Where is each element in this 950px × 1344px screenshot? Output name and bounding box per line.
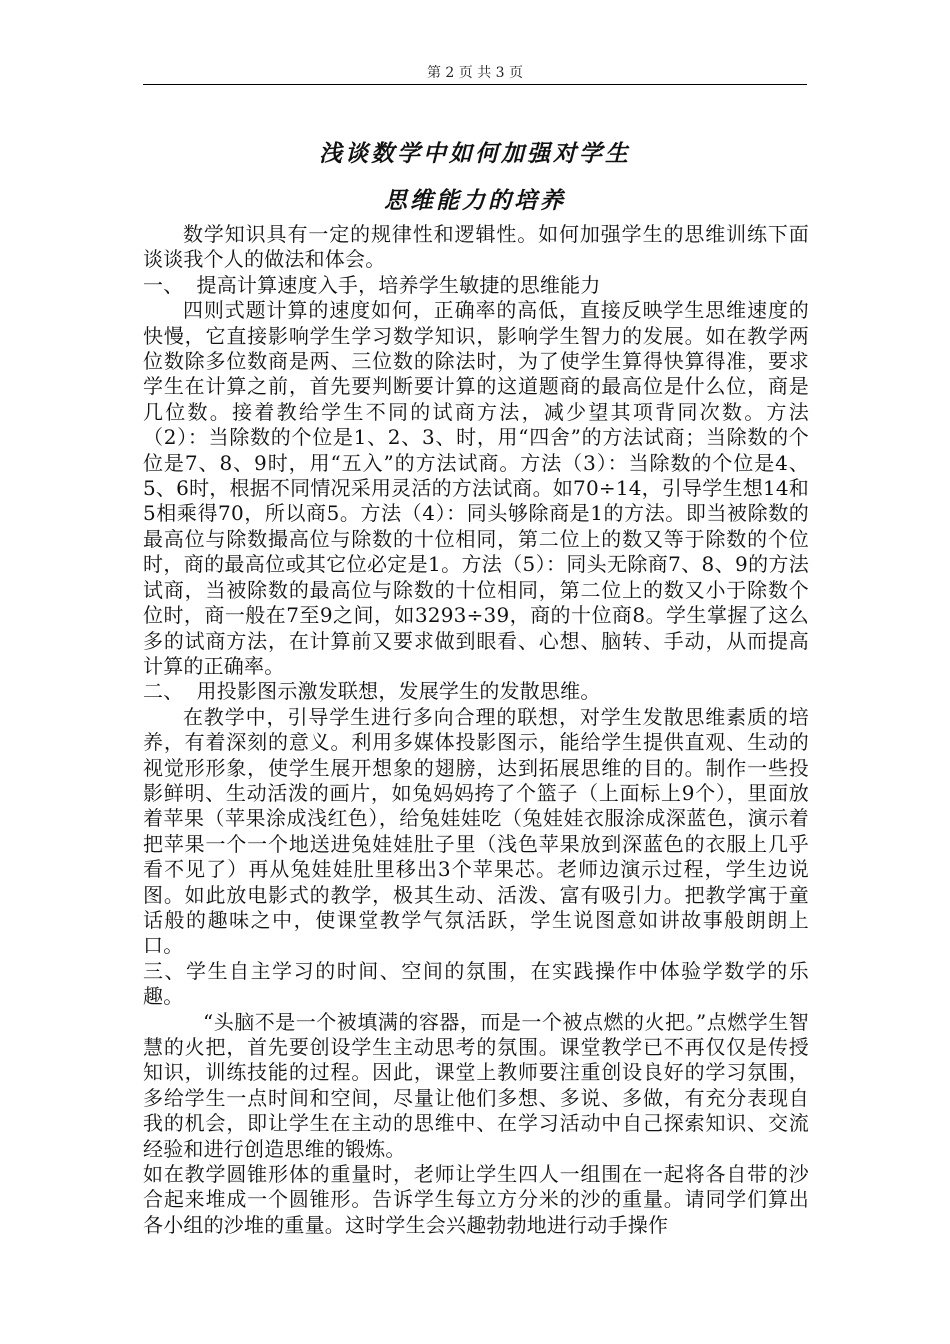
section-3-paragraph: “头脑不是一个被填满的容器，而是一个被点燃的火把。”点燃学生智慧的火把，首先要创设学生主动思考的氛围。课堂教学已不再仅仅是传授知识，训练技能的过程。因此，课堂上教师要注重创设良好的学习氛围，多给学生一点时间和空间，尽量让他们多想、多说、多做，有充分表现自我的机会，即让学生在主动的思维中、在学习活动中自己探索知识、交流经验和进行创造思维的锻炼。 — [143, 1009, 809, 1161]
section-heading-3: 三、学生自主学习的时间、空间的氛围，在实践操作中体验学数学的乐趣。 — [143, 958, 809, 1009]
page-header: 第 2 页 共 3 页 — [426, 65, 524, 81]
intro-paragraph: 数学知识具有一定的规律性和逻辑性。如何加强学生的思维训练下面谈谈我个人的做法和体会。 — [143, 222, 809, 272]
section-heading-1: 一、 提高计算速度入手，培养学生敏捷的思维能力 — [143, 272, 601, 297]
section-3-example-paragraph: 如在教学圆锥形体的重量时，老师让学生四人一组围在一起将各自带的沙合起来堆成一个圆锥形。告诉学生每立方分米的沙的重量。请同学们算出各小组的沙堆的重量。这时学生会兴趣勃勃地进行动手操作 — [143, 1162, 809, 1237]
header-rule — [143, 84, 807, 85]
section-2-paragraph: 在教学中，引导学生进行多向合理的联想，对学生发散思维素质的培养，有着深刻的意义。利用多媒体投影图示，能给学生提供直观、生动的视觉形形象，使学生展开想象的翅膀，达到拓展思维的目的。制作一些投影鲜明、生动活泼的画片，如兔妈妈挎了个篮子（上面标上9个），里面放着苹果（苹果涂成浅红色），给兔娃娃吃（兔娃娃衣服涂成深蓝色，演示着把苹果一个一个地送进兔娃娃肚子里（浅色苹果放到深蓝色的衣服上几乎看不见了）再从兔娃娃肚里移出3个苹果芯。老师边演示过程，学生边说图。如此放电影式的教学，极其生动、活泼、富有吸引力。把教学寓于童话般的趣味之中，使课堂教学气氛活跃，学生说图意如讲故事般朗朗上口。 — [143, 704, 809, 958]
document-title-line-2: 思维能力的培养 — [384, 187, 566, 214]
section-heading-2: 二、 用投影图示激发联想，发展学生的发散思维。 — [143, 679, 601, 704]
document-title-line-1: 浅谈数学中如何加强对学生 — [319, 140, 631, 167]
document-body — [143, 222, 809, 1238]
section-1-paragraph: 四则式题计算的速度如何，正确率的高低，直接反映学生思维速度的快慢，它直接影响学生学习数学知识，影响学生智力的发展。如在教学两位数除多位数商是两、三位数的除法时，为了使学生算得快算得准，要求学生在计算之前，首先要判断要计算的这道题商的最高位是什么位，商是几位数。接着教给学生不同的试商方法，减少望其项背同次数。方法（2）：当除数的个位是1、2、3、时，用“四舍”的方法试商；当除数的个位是7、8、9时，用“五入”的方法试商。方法（3）：当除数的个位是4、5、6时，根据不同情况采用灵活的方法试商。如70÷14，引导学生想14和5相乘得70，所以商5。方法（4）：同头够除商是1的方法。即当被除数的最高位与除数撮高位与除数的十位相同，第二位上的数又等于除数的个位时，商的最高位或其它位必定是1。方法（5）：同头无除商7、8、9的方法试商，当被除数的最高位与除数的十位相同，第二位上的数又小于除数个位时，商一般在7至9之间，如3293÷39，商的十位商8。学生掌握了这么多的试商方法，在计算前又要求做到眼看、心想、脑转、手动，从而提高计算的正确率。 — [143, 298, 809, 678]
